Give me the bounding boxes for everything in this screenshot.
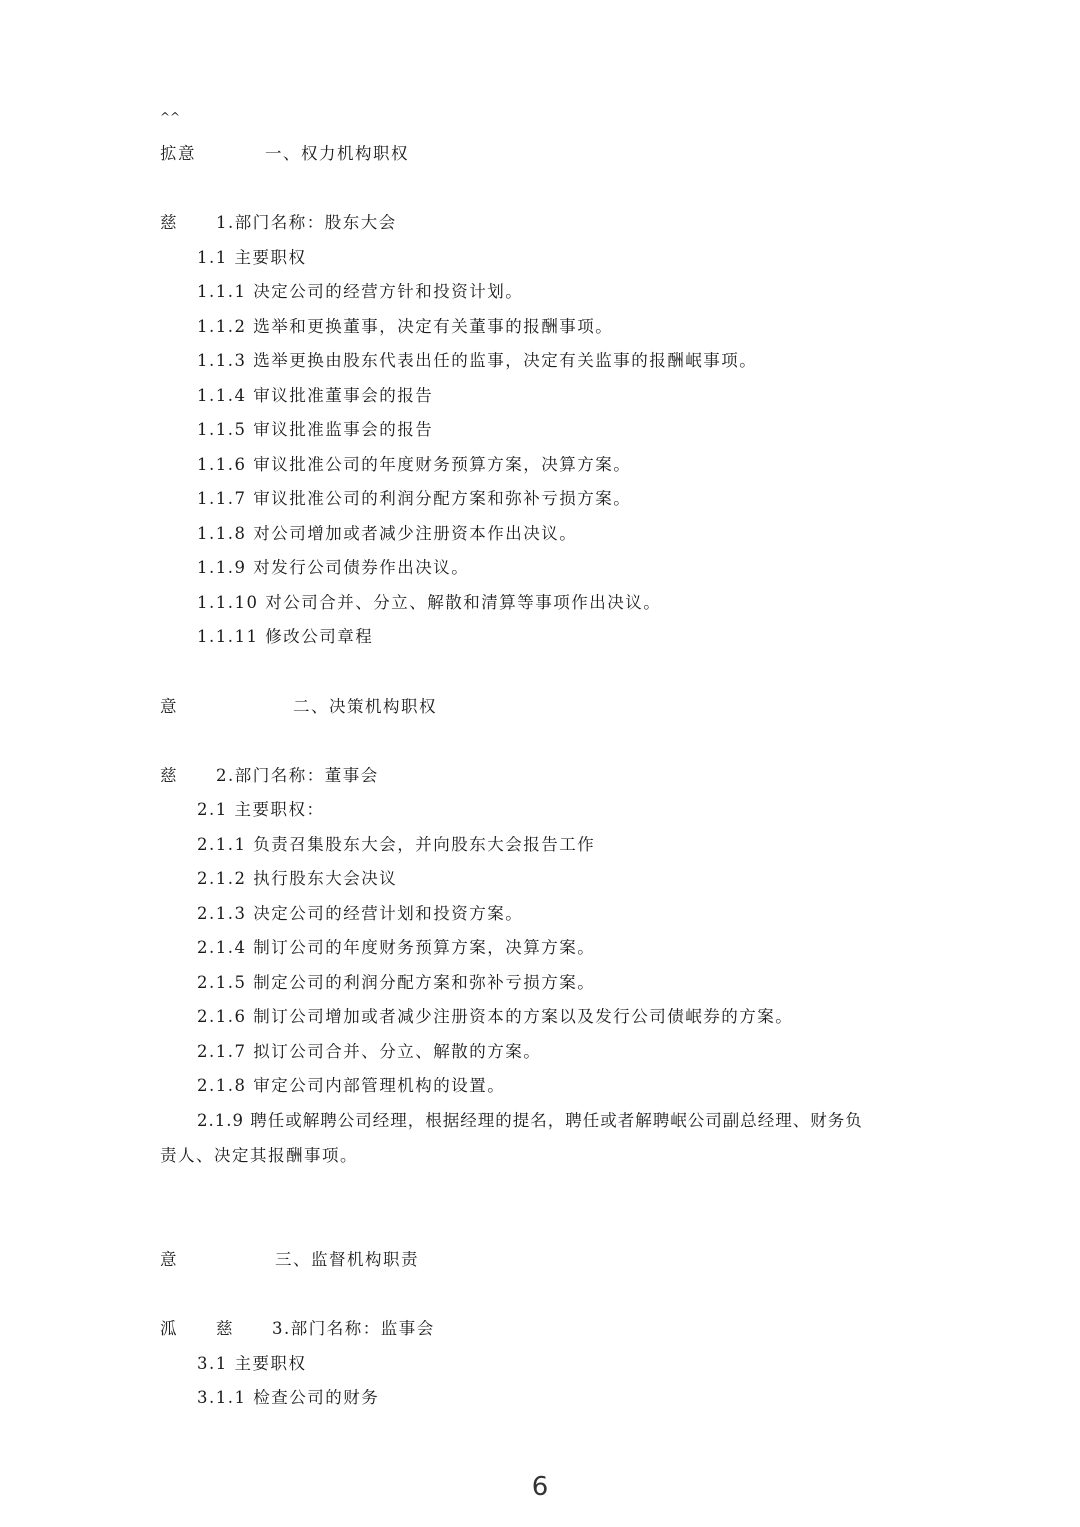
section-1-dept: 1.部门名称：股东大会 <box>216 213 397 232</box>
list-item: 2.1.1 负责召集股东大会，并向股东大会报告工作 <box>197 835 596 854</box>
list-item-long: 2.1.9 聘任或解聘公司经理，根据经理的提名，聘任或者解聘岷公司副总经理、财务负 <box>197 1111 863 1130</box>
list-item: 2.1.8 审定公司内部管理机构的设置。 <box>197 1076 506 1095</box>
section-2-dept: 2.部门名称：董事会 <box>216 766 379 785</box>
top-marker: ^^ <box>160 110 181 124</box>
list-item: 1.1.3 选举更换由股东代表出任的监事，决定有关监事的报酬岷事项。 <box>197 351 758 370</box>
section-1-prefix: 拡意 <box>160 144 196 163</box>
list-item-long-continuation: 责人、决定其报酬事项。 <box>160 1146 358 1165</box>
list-item: 1.1.6 审议批准公司的年度财务预算方案，决算方案。 <box>197 455 632 474</box>
list-item: 3.1.1 检查公司的财务 <box>197 1388 380 1407</box>
list-item: 2.1.4 制订公司的年度财务预算方案，决算方案。 <box>197 938 596 957</box>
list-item: 1.1.2 选举和更换董事，决定有关董事的报酬事项。 <box>197 317 614 336</box>
section-3-dept-prefix-1: 泒 <box>160 1319 178 1338</box>
section-1-dept-prefix: 慈 <box>160 213 178 232</box>
section-3-dept: 3.部门名称：监事会 <box>272 1319 435 1338</box>
section-3-heading: 三、监督机构职责 <box>275 1250 419 1269</box>
section-1-subheading: 1.1 主要职权 <box>197 248 307 267</box>
list-item: 1.1.7 审议批准公司的利润分配方案和弥补亏损方案。 <box>197 489 632 508</box>
list-item: 2.1.7 拟订公司合并、分立、解散的方案。 <box>197 1042 542 1061</box>
section-3-subheading: 3.1 主要职权 <box>197 1354 307 1373</box>
list-item: 2.1.3 决定公司的经营计划和投资方案。 <box>197 904 524 923</box>
section-3-dept-prefix-2: 慈 <box>216 1319 234 1338</box>
section-2-dept-prefix: 慈 <box>160 766 178 785</box>
section-1-heading: 一、权力机构职权 <box>265 144 409 163</box>
list-item: 2.1.2 执行股东大会决议 <box>197 869 398 888</box>
list-item: 2.1.5 制定公司的利润分配方案和弥补亏损方案。 <box>197 973 596 992</box>
section-2-heading: 二、决策机构职权 <box>293 697 437 716</box>
section-3-prefix: 意 <box>160 1250 178 1269</box>
list-item: 1.1.4 审议批准董事会的报告 <box>197 386 434 405</box>
list-item: 1.1.5 审议批准监事会的报告 <box>197 420 434 439</box>
list-item: 1.1.9 对发行公司债券作出决议。 <box>197 558 470 577</box>
list-item: 2.1.6 制订公司增加或者减少注册资本的方案以及发行公司债岷券的方案。 <box>197 1007 794 1026</box>
list-item: 1.1.10 对公司合并、分立、解散和清算等事项作出决议。 <box>197 593 662 612</box>
section-2-subheading: 2.1 主要职权： <box>197 800 325 819</box>
section-2-prefix: 意 <box>160 697 178 716</box>
list-item: 1.1.1 决定公司的经营方针和投资计划。 <box>197 282 524 301</box>
page-number: 6 <box>531 1472 549 1502</box>
list-item: 1.1.11 修改公司章程 <box>197 627 374 646</box>
list-item: 1.1.8 对公司增加或者减少注册资本作出决议。 <box>197 524 578 543</box>
